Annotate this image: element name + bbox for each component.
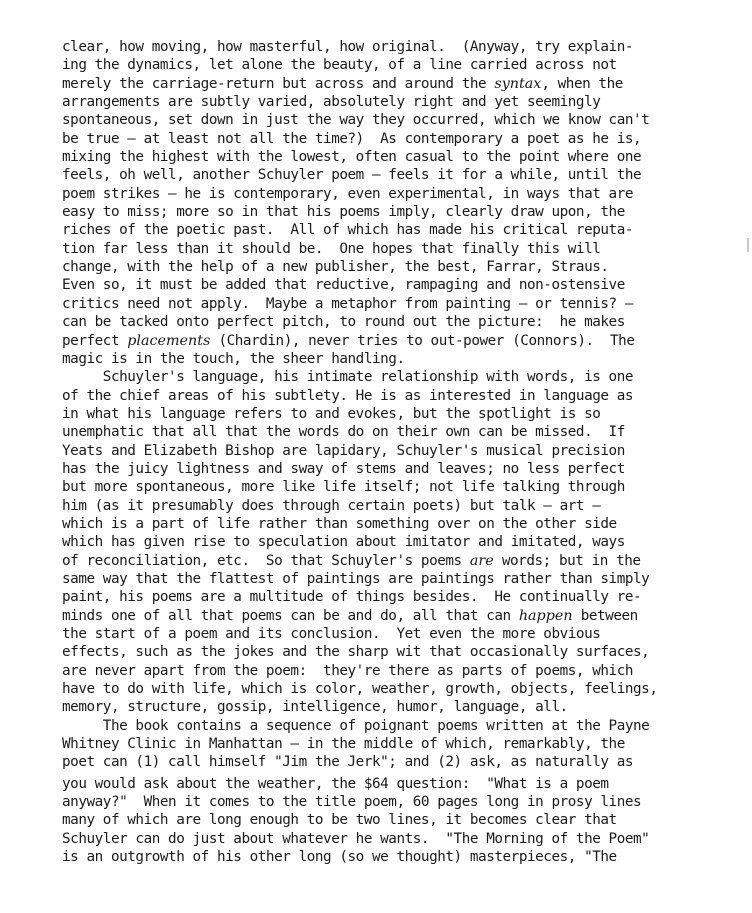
text-line: paint, his poems are a multitude of things besides. He continually re- (62, 589, 642, 606)
text-line (62, 75, 658, 93)
text-segment: merely the carriage-return but across and around the (62, 75, 495, 92)
text-line: effects, such as the jokes and the sharp wit that occasionally surfaces, (62, 644, 650, 661)
text-line: is an outgrowth of his other long (so we thought) masterpieces, "The (62, 849, 617, 866)
body-text (62, 38, 658, 866)
text-line: are never apart from the poem: they're there as parts of poems, which (62, 662, 634, 679)
italic-word: syntax (494, 75, 542, 92)
text-line: Even so, it must be added that reductive, rampaging and non-ostensive (62, 277, 625, 294)
text-line: many of which are long enough to be two lines, it becomes clear that (62, 812, 617, 829)
text-line: Schuyler's language, his intimate relationship with words, is one (62, 369, 634, 386)
text-line: The book contains a sequence of poignant poems written at the Payne (62, 717, 650, 734)
text-line (62, 332, 658, 350)
text-line: magic is in the touch, the sheer handling. (62, 350, 405, 367)
text-line: in what his language refers to and evokes, but the spotlight is so (62, 405, 601, 422)
text-line: unemphatic that all that the words do on their own can be missed. If (62, 424, 625, 441)
text-line: change, with the help of a new publisher, the best, Farrar, Straus. (62, 259, 609, 276)
text-line: clear, how moving, how masterful, how original. (Anyway, try explain- (62, 39, 634, 55)
text-line: of the chief areas of his subtlety. He is as interested in language as (62, 387, 634, 404)
text-line: anyway?" When it comes to the title poem, 60 pages long in prosy lines (62, 794, 642, 811)
text-line: riches of the poetic past. All of which has made his critical reputa- (62, 222, 634, 239)
text-line: Whitney Clinic in Manhattan — in the middle of which, remarkably, the (62, 736, 625, 753)
text-line: Schuyler can do just about whatever he wants. "The Morning of the Poem" (62, 830, 650, 847)
text-line (62, 552, 658, 570)
scan-edge-mark (747, 238, 749, 252)
text-line: arrangements are subtly varied, absolutely right and yet seemingly (62, 94, 601, 111)
text-segment: (Chardin), never tries to out-power (Connors). The (210, 332, 635, 349)
text-line: poem strikes — he is contemporary, even experimental, in ways that are (62, 185, 634, 202)
text-line: critics need not apply. Maybe a metaphor from painting — or tennis? — (62, 295, 634, 312)
text-line: poet can (1) call himself "Jim the Jerk"; and (2) ask, as naturally as (62, 754, 634, 771)
text-line: him (as it presumably does through certain poets) but talk — art — (62, 497, 601, 514)
text-line: same way that the flattest of paintings are paintings rather than simply (62, 570, 650, 587)
text-line: but more spontaneous, more like life itself; not life talking through (62, 479, 625, 496)
text-line: feels, oh well, another Schuyler poem — feels it for a while, until the (62, 167, 642, 184)
text-line: ing the dynamics, let alone the beauty, of a line carried across not (62, 57, 617, 74)
text-segment: , when the (541, 75, 623, 92)
text-line: which is a part of life rather than something over on the other side (62, 515, 617, 532)
text-line: easy to miss; more so in that his poems imply, clearly draw upon, the (62, 204, 625, 221)
text-segment: of reconciliation, etc. So that Schuyler's poems (62, 552, 470, 569)
italic-word: are (469, 552, 494, 569)
text-segment: between (572, 607, 638, 624)
text-line: Yeats and Elizabeth Bishop are lapidary, Schuyler's musical precision (62, 442, 625, 459)
text-line: be true — at least not all the time?) As contemporary a poet as he is, (62, 130, 642, 147)
text-line: the start of a poem and its conclusion. Yet even the more obvious (62, 626, 601, 642)
text-segment: minds one of all that poems can be and do, all that can (62, 607, 519, 624)
text-segment: perfect (62, 332, 128, 349)
text-line: tion far less than it should be. One hopes that finally this will (62, 240, 601, 257)
text-segment: words; but in the (493, 552, 641, 569)
text-line: memory, structure, gossip, intelligence, humor, language, all. (62, 699, 568, 716)
text-line: can be tacked onto perfect pitch, to round out the picture: he makes (62, 314, 625, 331)
italic-word: placements (127, 332, 211, 349)
italic-word: happen (518, 607, 573, 624)
text-line (62, 607, 658, 625)
text-line: you would ask about the weather, the $64 question: "What is a poem (62, 775, 609, 792)
text-line: spontaneous, set down in just the way they occurred, which we know can't (62, 112, 650, 129)
text-line: has the juicy lightness and sway of stems and leaves; no less perfect (62, 460, 625, 477)
text-line: mixing the highest with the lowest, often casual to the point where one (62, 149, 642, 166)
text-line: which has given rise to speculation about imitator and imitated, ways (62, 534, 625, 551)
text-line: have to do with life, which is color, weather, growth, objects, feelings, (62, 681, 658, 698)
